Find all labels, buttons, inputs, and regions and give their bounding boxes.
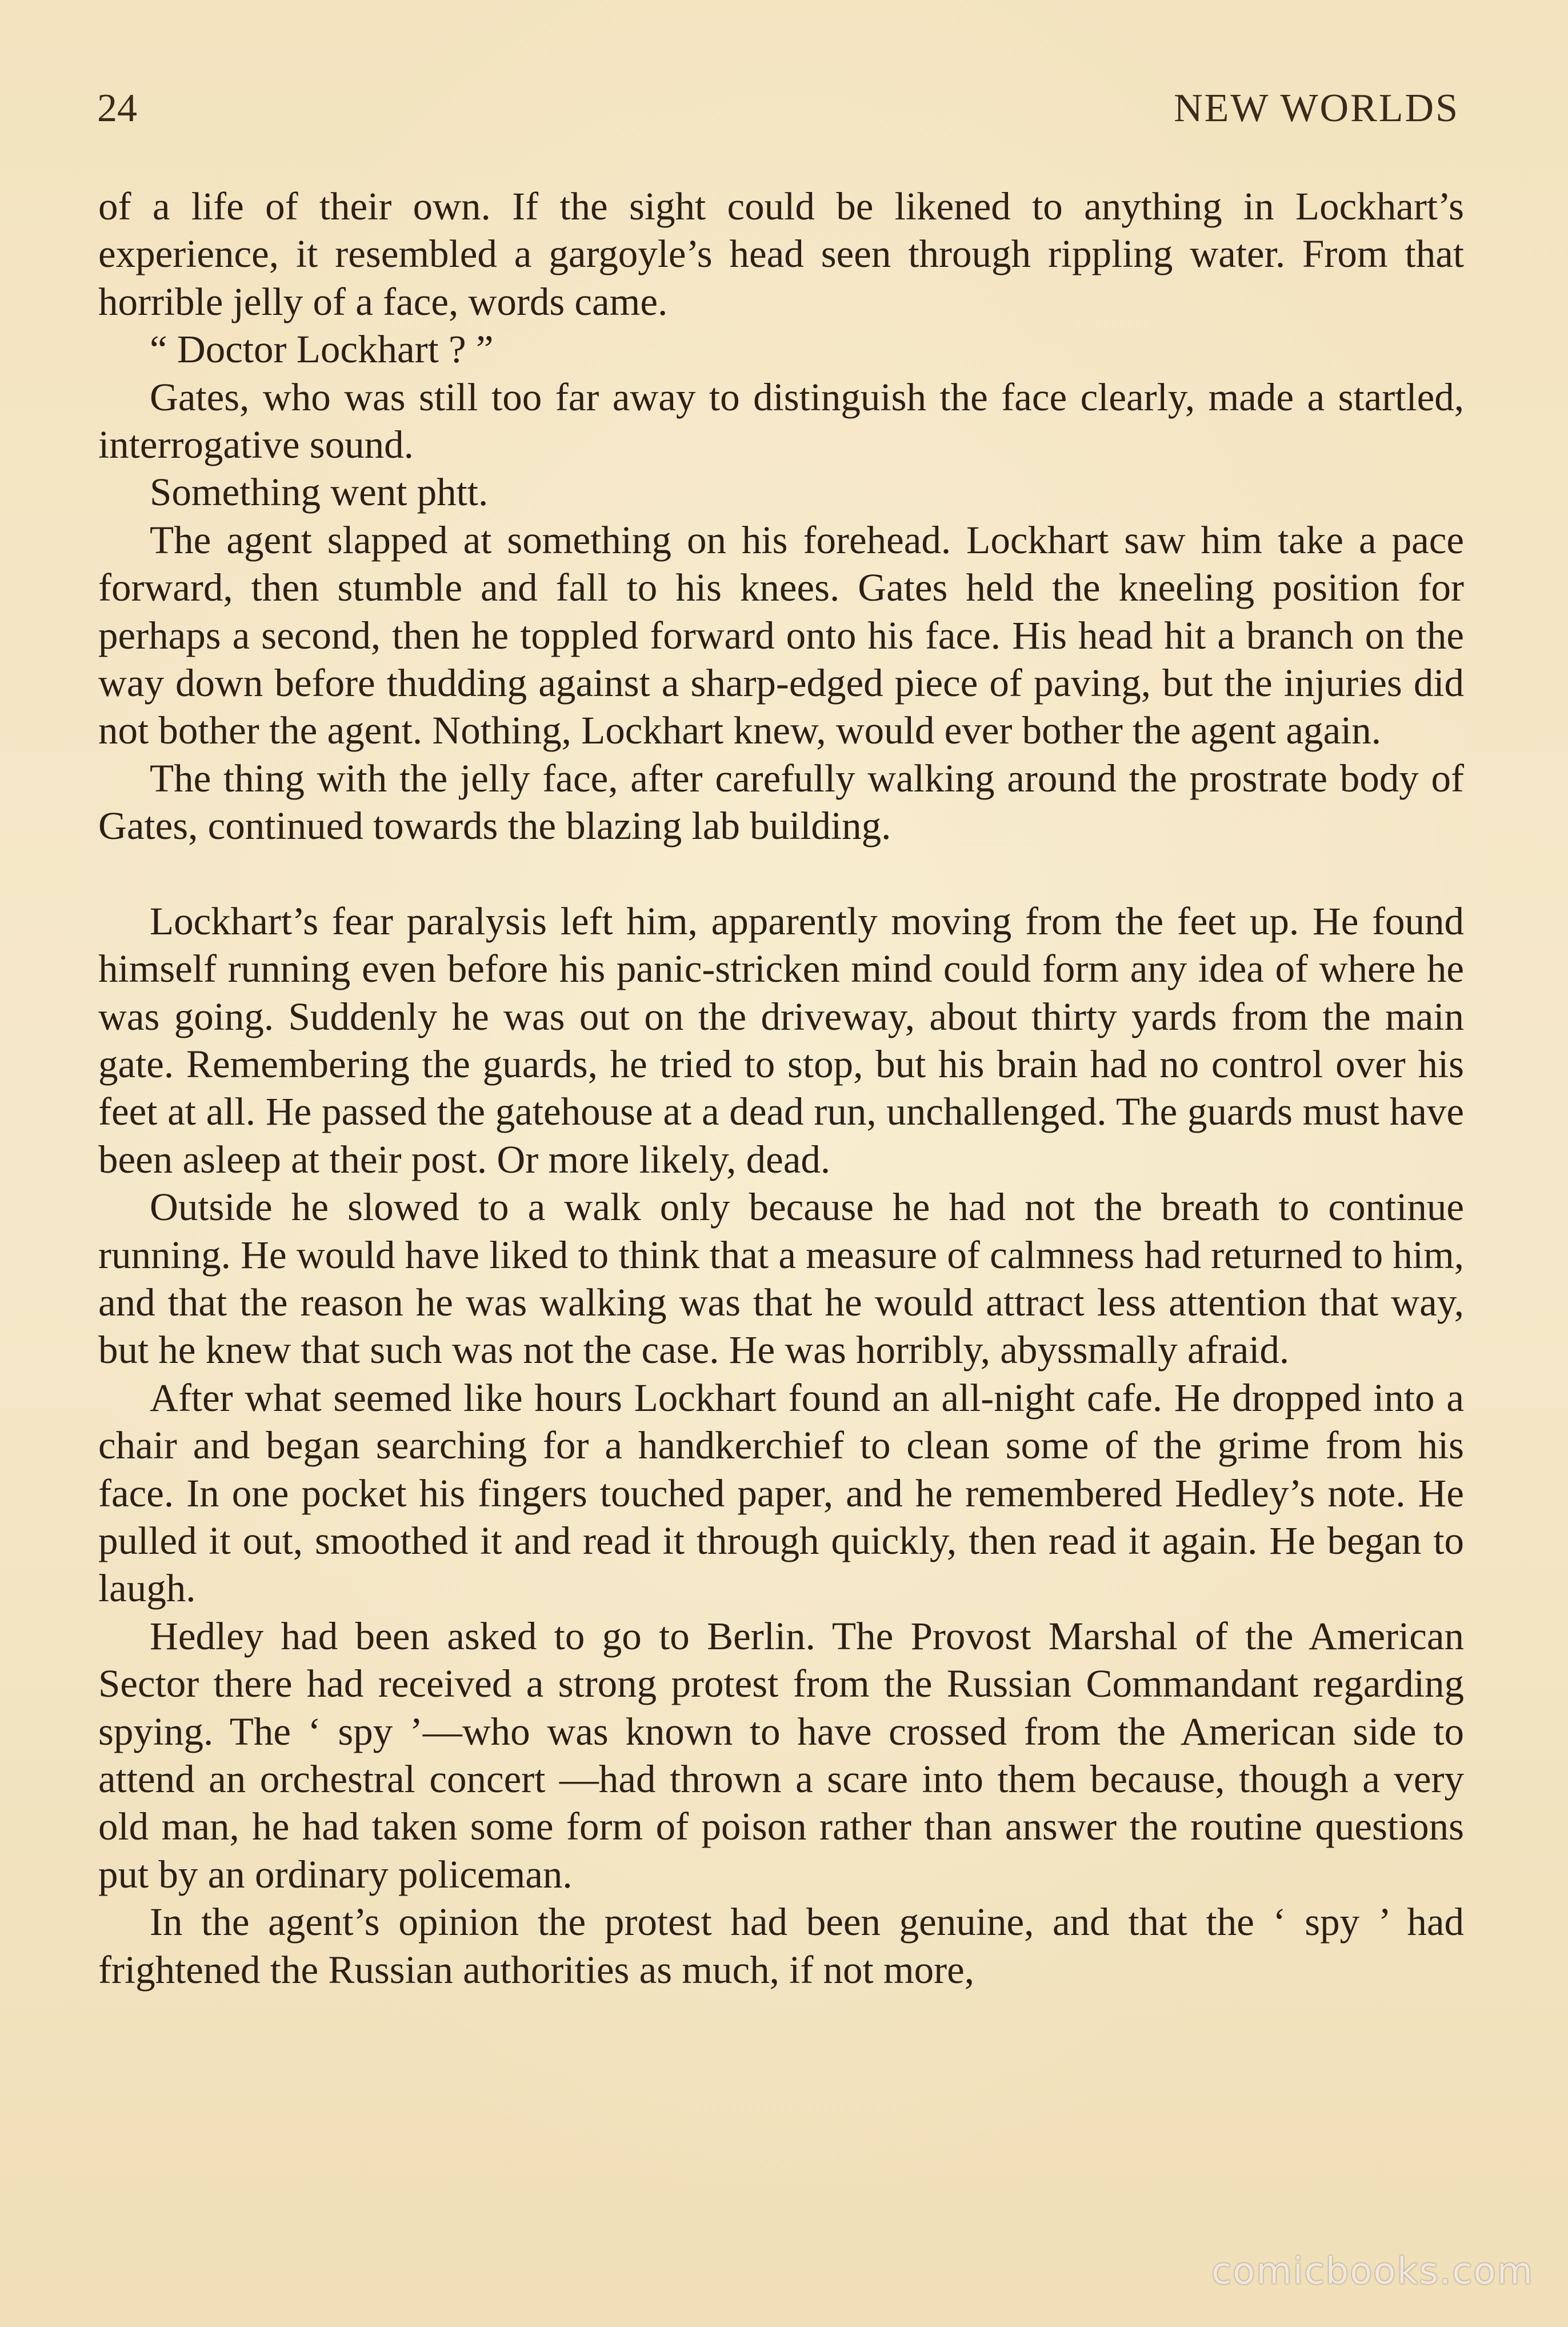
paragraph: “ Doctor Lockhart ? ”: [150, 327, 494, 371]
running-head: NEW WORLDS: [1174, 86, 1459, 130]
paragraph: The agent slapped at something on his forehead. Lockhart saw him take a pace forward, then stumble and fall to his knees. Gates held the kneeling position for perhaps a second, then he toppled forward onto his face. His head hit a branch on the way down before thudding against a sharp-edged piece of paving, but the injuries did not bother the agent. Nothing, Lockhart knew, would ever bother the agent again.: [98, 518, 1464, 753]
page-header: [97, 86, 1459, 143]
page-number: 24: [97, 86, 137, 130]
paragraph: In the agent’s opinion the protest had been genuine, and that the ‘ spy ’ had frightened the Russian authorities as much, if not more,: [98, 1900, 1464, 1992]
paragraph: The thing with the jelly face, after carefully walking around the prostrate body of Gates, continued towards the blazing lab building.: [98, 756, 1464, 848]
paragraph: Something went phtt.: [150, 470, 489, 514]
paragraph: Hedley had been asked to go to Berlin. The Provost Marshal of the American Sector there had received a strong protest from the Russian Commandant regarding spying. The ‘ spy ’—who was known to have crossed from the American side to attend an orchestral concert —had thrown a scare into them because, though a very old man, he had taken some form of poison rather than answer the routine questions put by an ordinary policeman.: [98, 1614, 1464, 1896]
site-watermark: comicbooks.com: [1211, 2250, 1534, 2293]
paragraph: Gates, who was still too far away to distinguish the face clearly, made a startled, interrogative sound.: [98, 375, 1464, 467]
paragraph: Lockhart’s fear paralysis left him, apparently moving from the feet up. He found himself running even before his panic-stricken mind could form any idea of where he was going. Suddenly he was out on the driveway, about thirty yards from the main gate. Remembering the guards, he tried to stop, but his brain had no control over his feet at all. He passed the gatehouse at a dead run, unchallenged. The guards must have been asleep at their post. Or more likely, dead.: [98, 899, 1464, 1181]
paragraph: of a life of their own. If the sight could be likened to anything in Lockhart’s experience, it resembled a gargoyle’s head seen through rippling water. From that horrible jelly of a face, words came.: [98, 185, 1464, 323]
paragraph: After what seemed like hours Lockhart found an all-night cafe. He dropped into a chair and began searching for a handkerchief to clean some of the grime from his face. In one pocket his fingers touched paper, and he remembered Hedley’s note. He pulled it out, smoothed it and read it through quickly, then read it again. He began to laugh.: [98, 1376, 1464, 1610]
body-text: [98, 183, 1464, 1994]
paragraph: Outside he slowed to a walk only because he had not the breath to continue running. He would have liked to think that a measure of calmness had returned to him, and that the reason he was walking was that he would attract less attention that way, but he knew that such was not the case. He was horribly, abyssmally afraid.: [98, 1185, 1464, 1372]
